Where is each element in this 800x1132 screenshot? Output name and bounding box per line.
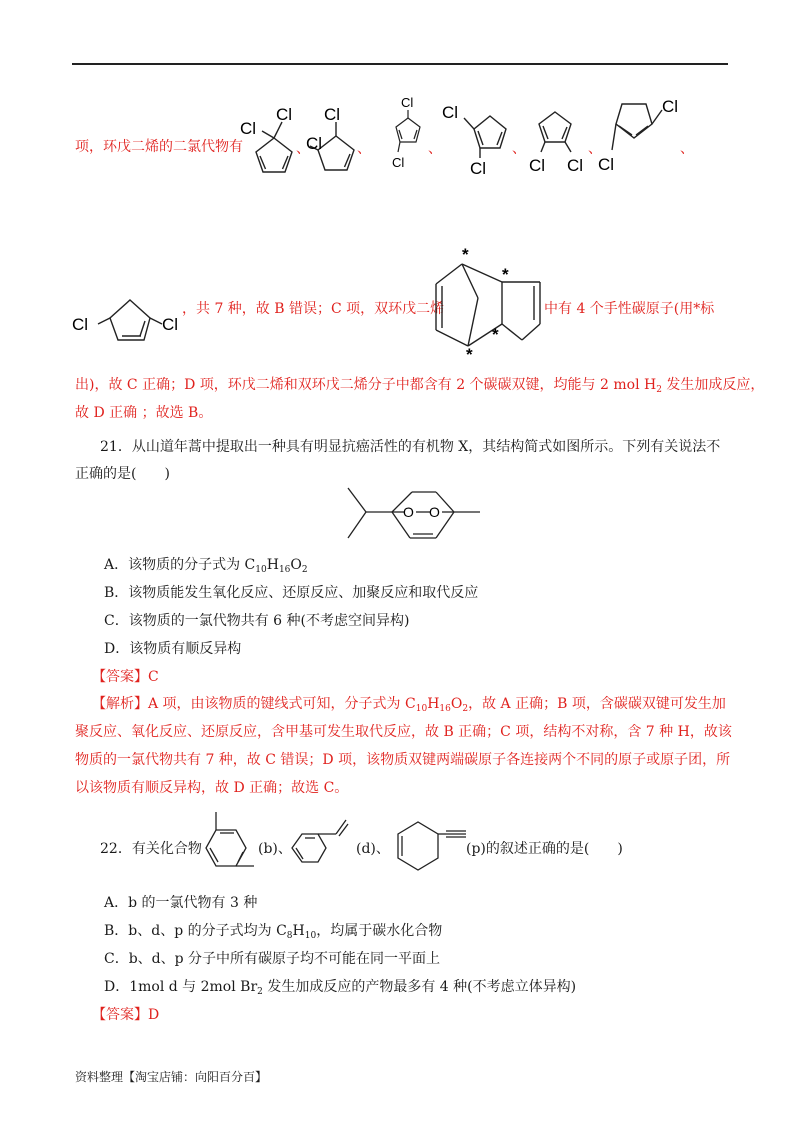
- q22-stem-c: (d)、: [356, 841, 390, 857]
- dichloro-structure-2: [304, 98, 362, 180]
- q21-option-b[interactable]: B．该物质能发生氧化反应、还原反应、加聚反应和取代反应: [104, 585, 479, 601]
- q21-analysis-line-2: 聚反应、氧化反应、还原反应，含甲基可发生取代反应，故 B 正确；C 项，结构不对称，含 7 种 H，故该: [75, 724, 732, 740]
- solution-line-2-b: 中有 4 个手性碳原子(用*标: [544, 301, 715, 317]
- q22-stem-b: (b)、: [258, 841, 292, 857]
- cl-label: Cl: [401, 95, 414, 110]
- separator: 、: [680, 141, 694, 157]
- compound-d-structure: [284, 816, 356, 866]
- compound-p-structure: [384, 818, 470, 872]
- separator: 、: [428, 141, 442, 157]
- dicyclopentadiene-structure: [430, 244, 548, 362]
- cl-label: Cl: [529, 156, 546, 175]
- separator: 、: [357, 141, 371, 157]
- cl-label: Cl: [567, 156, 584, 175]
- separator: 、: [296, 141, 310, 157]
- cl-label: Cl: [470, 159, 487, 178]
- q21-stem-line-2: 正确的是( ): [75, 466, 170, 482]
- chiral-star: *: [502, 265, 509, 284]
- compound-b-structure: [196, 808, 260, 874]
- q21-structure: [340, 480, 484, 558]
- q22-answer: 【答案】D: [92, 1007, 160, 1023]
- cl-label: Cl: [306, 134, 323, 153]
- chiral-star: *: [462, 245, 469, 264]
- dichloro-structure-4: [440, 96, 516, 178]
- cl-label: Cl: [276, 105, 293, 124]
- q21-stem-line-1: 21．从山道年蒿中提取出一种具有明显抗癌活性的有机物 X，其结构简式如图所示。下列有关说法不: [100, 439, 721, 455]
- dichloro-structure-1: [236, 100, 302, 182]
- cl-label: Cl: [598, 155, 615, 174]
- solution-line-3: 出)，故 C 正确；D 项，环戊二烯和双环戊二烯分子中都含有 2 个碳碳双键，均能与 2 mol $H_2$ 发生加成反应，: [75, 377, 765, 395]
- cl-label: Cl: [392, 155, 405, 170]
- q22-option-c[interactable]: C．b、d、p 分子中所有碳原子均不可能在同一平面上: [104, 951, 441, 967]
- dichloro-structure-7: [70, 288, 188, 364]
- dichloro-structure-3: [386, 94, 426, 176]
- q21-option-d[interactable]: D．该物质有顺反异构: [104, 641, 242, 657]
- q21-analysis-line-1: 【解析】A 项，由该物质的键线式可知，分子式为 $C_{10}H_{16}O_2$，故 A 正确；B 项，含碳碳双键可发生加: [92, 696, 726, 714]
- solution-line-4: 故 D 正确 ；故选 B。: [75, 405, 213, 421]
- cl-label: Cl: [442, 103, 459, 122]
- q22-option-d[interactable]: D．1mol d 与 2mol $Br_2$ 发生加成反应的产物最多有 4 种(不考虑立体异构): [104, 979, 577, 997]
- q21-option-a[interactable]: A．该物质的分子式为 $C_{10}H_{16}O_2$: [104, 557, 308, 575]
- page-footer: 资料整理【淘宝店铺：向阳百分百】: [75, 1070, 268, 1084]
- oxygen-label: O: [403, 504, 414, 520]
- separator: 、: [512, 141, 526, 157]
- dichloro-structure-5: [523, 100, 593, 182]
- q21-analysis-line-3: 物质的一氯代物共有 7 种，故 C 错误；D 项，该物质双键两端碳原子各连接两个不同的原子或原子团，所: [75, 752, 731, 768]
- cl-label: Cl: [240, 119, 257, 138]
- cl-label: Cl: [162, 315, 179, 334]
- q22-stem-a: 22．有关化合物: [100, 841, 202, 857]
- solution-line-2-a: ，共 7 种，故 B 错误；C 项，双环戊二烯: [182, 301, 445, 317]
- q22-option-a[interactable]: A．b 的一氯代物有 3 种: [104, 895, 258, 911]
- chiral-star: *: [492, 325, 499, 344]
- q22-stem-d: (p)的叙述正确的是( ): [466, 841, 623, 857]
- dichloro-structure-6: [596, 92, 688, 178]
- cl-label: Cl: [72, 315, 89, 334]
- q21-option-c[interactable]: C．该物质的一氯代物共有 6 种(不考虑空间异构): [104, 613, 410, 629]
- q22-option-b[interactable]: B．b、d、p 的分子式均为 $C_8H_{10}$，均属于碳水化合物: [104, 923, 443, 941]
- solution-line-1-prefix: 项，环戊二烯的二氯代物有: [75, 139, 243, 155]
- cl-label: Cl: [662, 97, 679, 116]
- q21-analysis-line-4: 以该物质有顺反异构，故 D 正确；故选 C。: [75, 780, 349, 796]
- chiral-star: *: [466, 345, 473, 362]
- header-rule: [72, 63, 728, 65]
- oxygen-label: O: [429, 504, 440, 520]
- q21-answer: 【答案】C: [92, 669, 159, 685]
- separator: 、: [588, 141, 602, 157]
- cl-label: Cl: [324, 105, 341, 124]
